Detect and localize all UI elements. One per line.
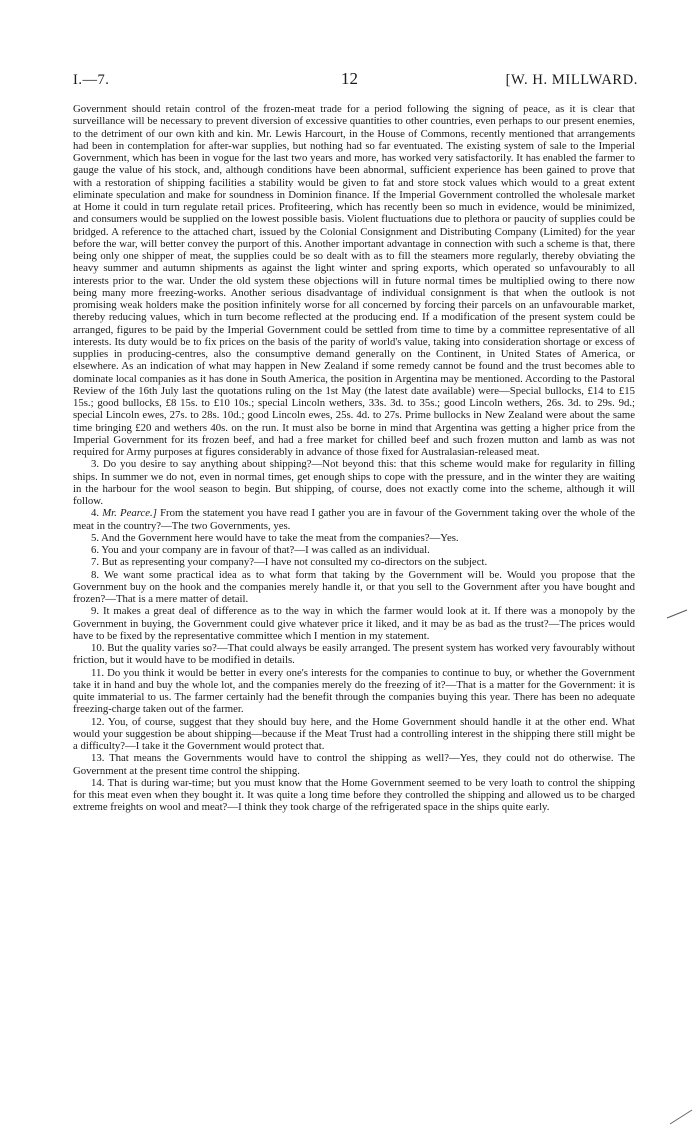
margin-mark: [666, 608, 688, 620]
question-8: [73, 569, 635, 606]
question-text: We want some practical idea as to what form that taking by the Government will be. Would you propose that the Government buy on the hook and the companies merely handle it, or that you sell to the Government after you have bought and frozen?—That is a mere matter of detail.: [73, 568, 635, 605]
question-13: [73, 752, 635, 777]
paragraph-text: Government should retain control of the frozen-meat trade for a period following the signing of peace, as it is clear that surveillance will be necessary to prevent diversion of excessive quantities to other countries, even perhaps to our present enemies, to the detriment of our own kith and kin. Mr. Lewis Harcourt, in the House of Commons, recently mentioned that arrangements had been in contemplation for after-war supplies, but nothing had so far eventuated. The existing system of sale to the Imperial Government, which has been in vogue for the last two years and more, has worked very satisfactorily. It has enabled the farmer to gauge the value of his stock, and, although conditions have been abnormal, sufficient experience has been gained to prove that with a restoration of shipping facilities a stability would be given to fat and store stock values which would to a great extent eliminate speculation and make for soundness in Dominion finance. If the Imperial Government controlled the wholesale market at Home it could in turn regulate retail prices. Profiteering, which has recently been so much in evidence, would be minimized, and consumers would be supplied on the lowest possible basis. Violent fluctuations due to plethora or paucity of supplies could be bridged. A reference to the attached chart, issued by the Colonial Consignment and Distributing Company (Limited) for the year before the war, will better convey the purport of this. Another important advantage in connection with such a scheme is that, there being only one shipper of meat, the supplies could be so dealt with as to fill the steamers more regularly, thereby obviating the heavy summer and autumn shipments as against the light winter and spring exports, which operated so unfavourably to all interests prior to the war. Under the old system these objections will in future normal times be multiplied owing to there now being many more freezing-works. Another serious disadvantage of individual consignment is that when the outlook is not promising weak holders make the position infinitely worse for all concerned by forcing their parcels on an unfavourable market, thereby reducing values, which in turn become reflected at the producing end. If a modification of the present system could be arranged, figures to be paid by the Imperial Government could be settled from time to time by a committee representative of all interests. Its duty would be to fix prices on the basis of the parity of world's value, taking into consideration shortage or excess of supplies in producing-centres, also the consumptive demand generally on the Continent, in United States of America, or elsewhere. As an indication of what may happen in New Zealand if some remedy cannot be found and the trust becomes able to dominate local companies as it has done in South America, the position in Argentina may be mentioned. According to the Pastoral Review of the 16th July last the quotations ruling on the 1st May (the latest date available) were—Special bullocks, £14 to £15 15s.; good bullocks, £8 15s. to £10 10s.; special Lincoln wethers, 33s. 3d. to 35s.; good Lincoln wethers, 26s. 3d. to 29s. 9d.; special Lincoln ewes, 27s. to 28s. 10d.; good Lincoln ewes, 25s. 4d. to 27s. Prime bullocks in New Zealand were about the same time bringing £20 and wethers 40s. on the run. It must also be borne in mind that Argentina was getting a higher price from the Imperial Government for its frozen beef, and had a free market for chilled beef and such frozen mutton and lamb as was not required for Army purposes at figures considerably in advance of those fixed for Australasian-released meat.: [73, 103, 635, 458]
page-header: [73, 69, 638, 92]
question-text: You and your company are in favour of that?—I was called as an individual.: [101, 544, 430, 556]
question-number: 10.: [91, 642, 108, 654]
question-number: 3.: [91, 458, 104, 471]
paragraph-statement: [73, 103, 635, 458]
question-9: [73, 605, 635, 642]
question-number: 6.: [91, 544, 102, 556]
question-text: You, of course, suggest that they should buy here, and the Home Government should handle it at the other end. What would your suggestion be about shipping—because if the Meat Trust had a controlling interest in the shipping there still might be a difficulty?—I take it the Government would protect that.: [73, 715, 635, 752]
question-text: And the Government here would have to take the meat from the companies?—Yes.: [101, 531, 459, 544]
question-text: It makes a great deal of difference as to the way in which the farmer would look at it. If there was a monopoly by the Government in buying, the Government could give whatever price it liked, and it may be as bad as the trust?—The prices would have to be fixed by the representative committee which I mention in my statement.: [73, 605, 635, 642]
question-14: [73, 777, 635, 814]
question-text: But as representing your company?—I have not consulted my co-directors on the subject.: [101, 556, 488, 569]
question-7: [73, 556, 635, 568]
question-number: 13.: [91, 752, 110, 765]
question-number: 12.: [91, 715, 108, 728]
question-6: [73, 544, 635, 556]
question-text: From the statement you have read I gather you are in favour of the Government taking over the whole of the meat in the country?—The two Governments, yes.: [73, 507, 636, 532]
corner-mark: [668, 1106, 694, 1126]
question-number: 11.: [91, 666, 108, 679]
witness-name: [W. H. MILLWARD.: [505, 72, 638, 88]
question-4: [73, 507, 635, 532]
question-3: [73, 458, 635, 507]
question-number: 9.: [91, 605, 103, 618]
question-text: That means the Governments would have to control the shipping as well?—Yes, they could not do otherwise. The Government at the present time control the shipping.: [73, 752, 635, 777]
question-text: That is during war-time; but you must know that the Home Government seemed to be very loath to control the shipping for this meat even when they bought it. It was quite a long time before they controlled the shipping and allowed us to be charged extreme freights on wool and meat?—I think they took charge of the refrigerated space in the ships quite early.: [73, 776, 635, 814]
question-11: [73, 667, 635, 716]
question-number: 5.: [91, 531, 102, 544]
page-number: 12: [341, 69, 358, 88]
question-number: 8.: [91, 568, 104, 581]
question-number: 4.: [91, 507, 103, 520]
question-text: Do you think it would be better in every one's interests for the companies to continue to buy, or whether the Government take it in hand and buy the whole lot, and the companies merely do the freezing of it?—That is a matter for the Government: it is quite immaterial to us. The farmer certainly had the benefit through the companies buying this year. There has been no adequate freezing-charge taken out of the farmer.: [73, 666, 635, 716]
document-body: [73, 103, 635, 814]
question-12: [73, 716, 635, 753]
document-reference: I.—7.: [73, 72, 110, 88]
question-number: 14.: [91, 776, 108, 789]
question-number: 7.: [91, 556, 102, 569]
speaker-name: Mr. Pearce.]: [102, 507, 157, 520]
question-text: But the quality varies so?—That could always be easily arranged. The present system has worked very favourably without friction, but it would have to be modified in details.: [73, 642, 636, 667]
question-10: [73, 642, 635, 667]
question-5: [73, 532, 635, 544]
question-text: Do you desire to say anything about shipping?—Not beyond this: that this scheme would make for regularity in filling ships. In summer we do not, even in normal times, get enough ships to cope with the pressure, and in the winter they are waiting in the harbour for the wool season to begin. But shipping, of course, does not exactly come into the scheme, although it will follow.: [73, 458, 635, 507]
